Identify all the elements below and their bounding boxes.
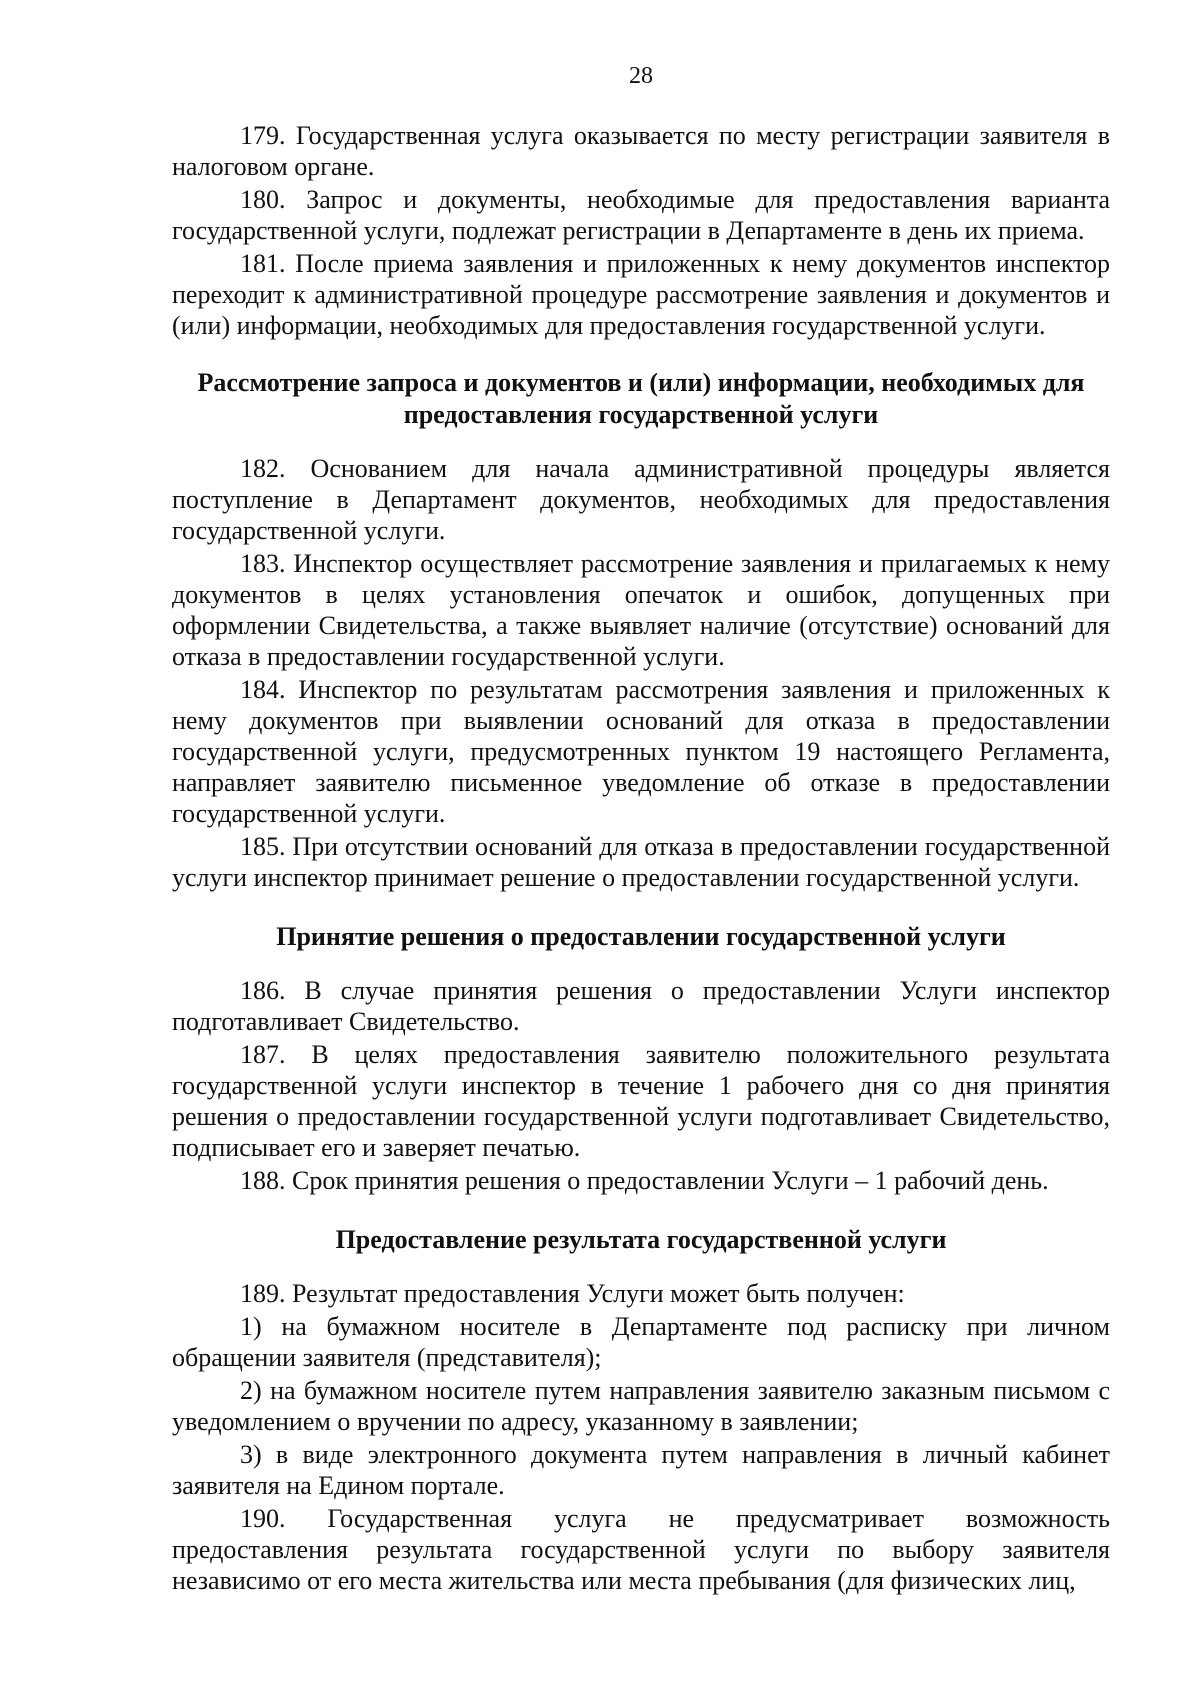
paragraph-183: 183. Инспектор осуществляет рассмотрение заявления и прилагаемых к нему документов в целях установления опечаток и ошибок, допущенных при оформлении Свидетельства, а также выявляет наличие (отсутствие) оснований для отказа в предоставлении государственной услуги. bbox=[172, 549, 1110, 671]
section-heading-result: Предоставление результата государственной услуги bbox=[335, 1225, 947, 1254]
paragraph-188: 188. Срок принятия решения о предоставлении Услуги – 1 рабочий день. bbox=[240, 1166, 1049, 1195]
section-heading-decision: Принятие решения о предоставлении государственной услуги bbox=[276, 922, 1006, 951]
paragraph-184: 184. Инспектор по результатам рассмотрения заявления и приложенных к нему документов при выявлении оснований для отказа в предоставлении государственной услуги, предусмотренных пунктом 19 настоящего Регламента, направляет заявителю письменное уведомление об отказе в предоставлении государственной услуги. bbox=[172, 675, 1110, 828]
list-item-3: 3) в виде электронного документа путем направления в личный кабинет заявителя на Едином портале. bbox=[172, 1440, 1110, 1500]
list-item-1: 1) на бумажном носителе в Департаменте под расписку при личном обращении заявителя (представителя); bbox=[172, 1312, 1110, 1372]
list-item-2: 2) на бумажном носителе путем направления заявителю заказным письмом с уведомлением о вручении по адресу, указанному в заявлении; bbox=[172, 1376, 1110, 1436]
paragraph-190: 190. Государственная услуга не предусматривает возможность предоставления результата государственной услуги по выбору заявителя независимо от его места жительства или места пребывания (для физических лиц, bbox=[172, 1504, 1110, 1595]
page-number: 28 bbox=[629, 63, 653, 89]
paragraph-181: 181. После приема заявления и приложенных к нему документов инспектор переходит к административной процедуре рассмотрение заявления и документов и (или) информации, необходимых для предоставления государственной услуги. bbox=[172, 249, 1110, 340]
paragraph-187: 187. В целях предоставления заявителю положительного результата государственной услуги инспектор в течение 1 рабочего дня со дня принятия решения о предоставлении государственной услуги подготавливает Свидетельство, подписывает его и заверяет печатью. bbox=[172, 1040, 1110, 1162]
section-heading-review: Рассмотрение запроса и документов и (или) информации, необходимых для предоставления государственной услуги bbox=[197, 368, 1085, 429]
paragraph-186: 186. В случае принятия решения о предоставлении Услуги инспектор подготавливает Свидетельство. bbox=[172, 976, 1110, 1036]
paragraph-179: 179. Государственная услуга оказывается по месту регистрации заявителя в налоговом органе. bbox=[172, 121, 1110, 181]
document-page bbox=[172, 60, 1110, 1598]
paragraph-189: 189. Результат предоставления Услуги может быть получен: bbox=[240, 1279, 905, 1308]
paragraph-182: 182. Основанием для начала административной процедуры является поступление в Департамент документов, необходимых для предоставления государственной услуги. bbox=[172, 454, 1110, 545]
paragraph-180: 180. Запрос и документы, необходимые для предоставления варианта государственной услуги, подлежат регистрации в Департаменте в день их приема. bbox=[172, 185, 1110, 245]
paragraph-185: 185. При отсутствии оснований для отказа в предоставлении государственной услуги инспектор принимает решение о предоставлении государственной услуги. bbox=[172, 832, 1110, 892]
